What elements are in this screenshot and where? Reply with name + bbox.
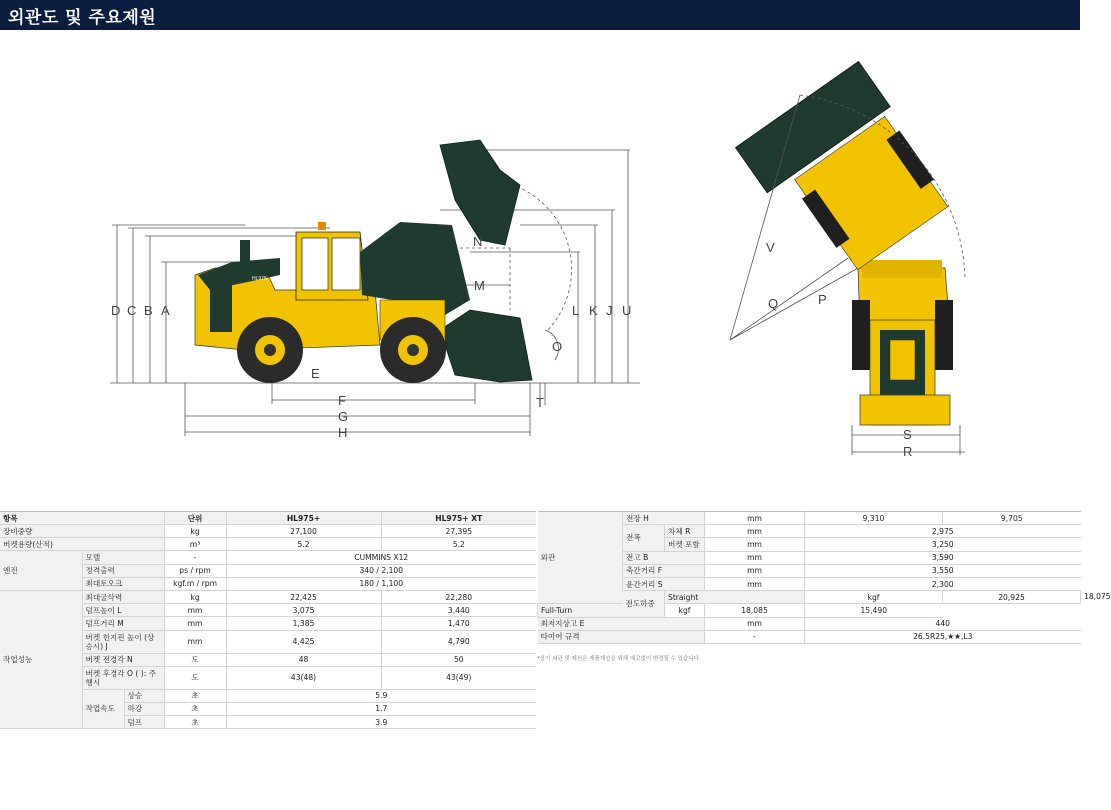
table-row: 외관 전장 H mm 9,310 9,705 — [538, 512, 1081, 525]
table-row: 버켓 포함 mm 3,250 — [538, 538, 1081, 551]
svg-text:V: V — [766, 240, 775, 255]
svg-text:M: M — [474, 278, 485, 293]
svg-text:O: O — [552, 339, 563, 354]
svg-text:G: G — [338, 409, 349, 424]
table-row: 버켓용량(산적) m³ 5.2 5.2 — [0, 538, 536, 551]
table-row: 하강 초 1.7 — [0, 702, 536, 715]
svg-text:Q: Q — [768, 296, 779, 311]
table-row: 덤프높이 L mm 3,075 3,440 — [0, 604, 536, 617]
svg-text:A: A — [161, 303, 170, 318]
table-row: 작업속도 상승 초 5.9 — [0, 689, 536, 702]
top-view-loader — [730, 62, 965, 455]
table-row: 버켓 힌지핀 높이 (상승시) J mm 4,425 4,790 — [0, 630, 536, 653]
svg-text:E: E — [311, 366, 320, 381]
svg-text:J: J — [606, 303, 613, 318]
table-row: 버켓 후경각 O ( ): 주행시 도 43(48) 43(49) — [0, 666, 536, 689]
svg-text:L: L — [572, 303, 580, 318]
table-row: 축간거리 F mm 3,550 — [538, 564, 1081, 577]
table-header-row: 항목 단위 HL975+ HL975+ XT — [0, 512, 536, 525]
table-row: 전폭 차체 R mm 2,975 — [538, 525, 1081, 538]
svg-text:H: H — [338, 425, 348, 440]
svg-text:B: B — [144, 303, 153, 318]
spec-table-right — [537, 511, 1111, 644]
svg-text:F: F — [338, 393, 346, 408]
svg-text:HL975: HL975 — [252, 276, 267, 282]
dimension-drawing — [0, 30, 1080, 500]
table-row: 버켓 전경각 N 도 48 50 — [0, 653, 536, 666]
table-row: 덤프 초 3.9 — [0, 716, 536, 729]
svg-text:T: T — [536, 395, 544, 410]
table-row: 정격출력 ps / rpm 340 / 2,100 — [0, 564, 536, 577]
table-row: 타이어 규격 - 26.5R25,★★,L3 — [538, 630, 1081, 643]
svg-text:C: C — [127, 303, 137, 318]
svg-text:K: K — [589, 303, 598, 318]
table-row: 장비중량 kg 27,100 27,395 — [0, 525, 536, 538]
table-row: 전고 B mm 3,590 — [538, 551, 1081, 564]
svg-text:R: R — [903, 444, 913, 459]
footnote: *상기 외관 및 제원은 제품개선을 위해 예고없이 변경될 수 있습니다. — [537, 656, 701, 662]
table-row: 덤프거리 M mm 1,385 1,470 — [0, 617, 536, 630]
svg-text:N: N — [473, 234, 483, 249]
svg-text:P: P — [818, 292, 827, 307]
page-header — [0, 0, 1080, 30]
spec-table-left — [0, 511, 536, 729]
table-row: Full-Turn kgf 18,085 15,490 — [538, 604, 1081, 617]
svg-text:D: D — [111, 303, 121, 318]
table-row: 최대토오크 kgf.m / rpm 180 / 1,100 — [0, 577, 536, 590]
table-row: 엔진 모델 - CUMMINS X12 — [0, 551, 536, 564]
side-view-loader — [195, 140, 532, 383]
table-row: 최저지상고 E mm 440 — [538, 617, 1081, 630]
svg-text:U: U — [622, 303, 632, 318]
table-row: 전도하중 Straight kgf 20,925 18,075 — [538, 591, 1081, 604]
page-title: 외관도 및 주요제원 — [8, 8, 157, 28]
table-row: 작업성능 최대굴삭력 kg 22,425 22,280 — [0, 590, 536, 603]
table-row: 윤간거리 S mm 2,300 — [538, 577, 1081, 590]
svg-text:S: S — [903, 427, 912, 442]
